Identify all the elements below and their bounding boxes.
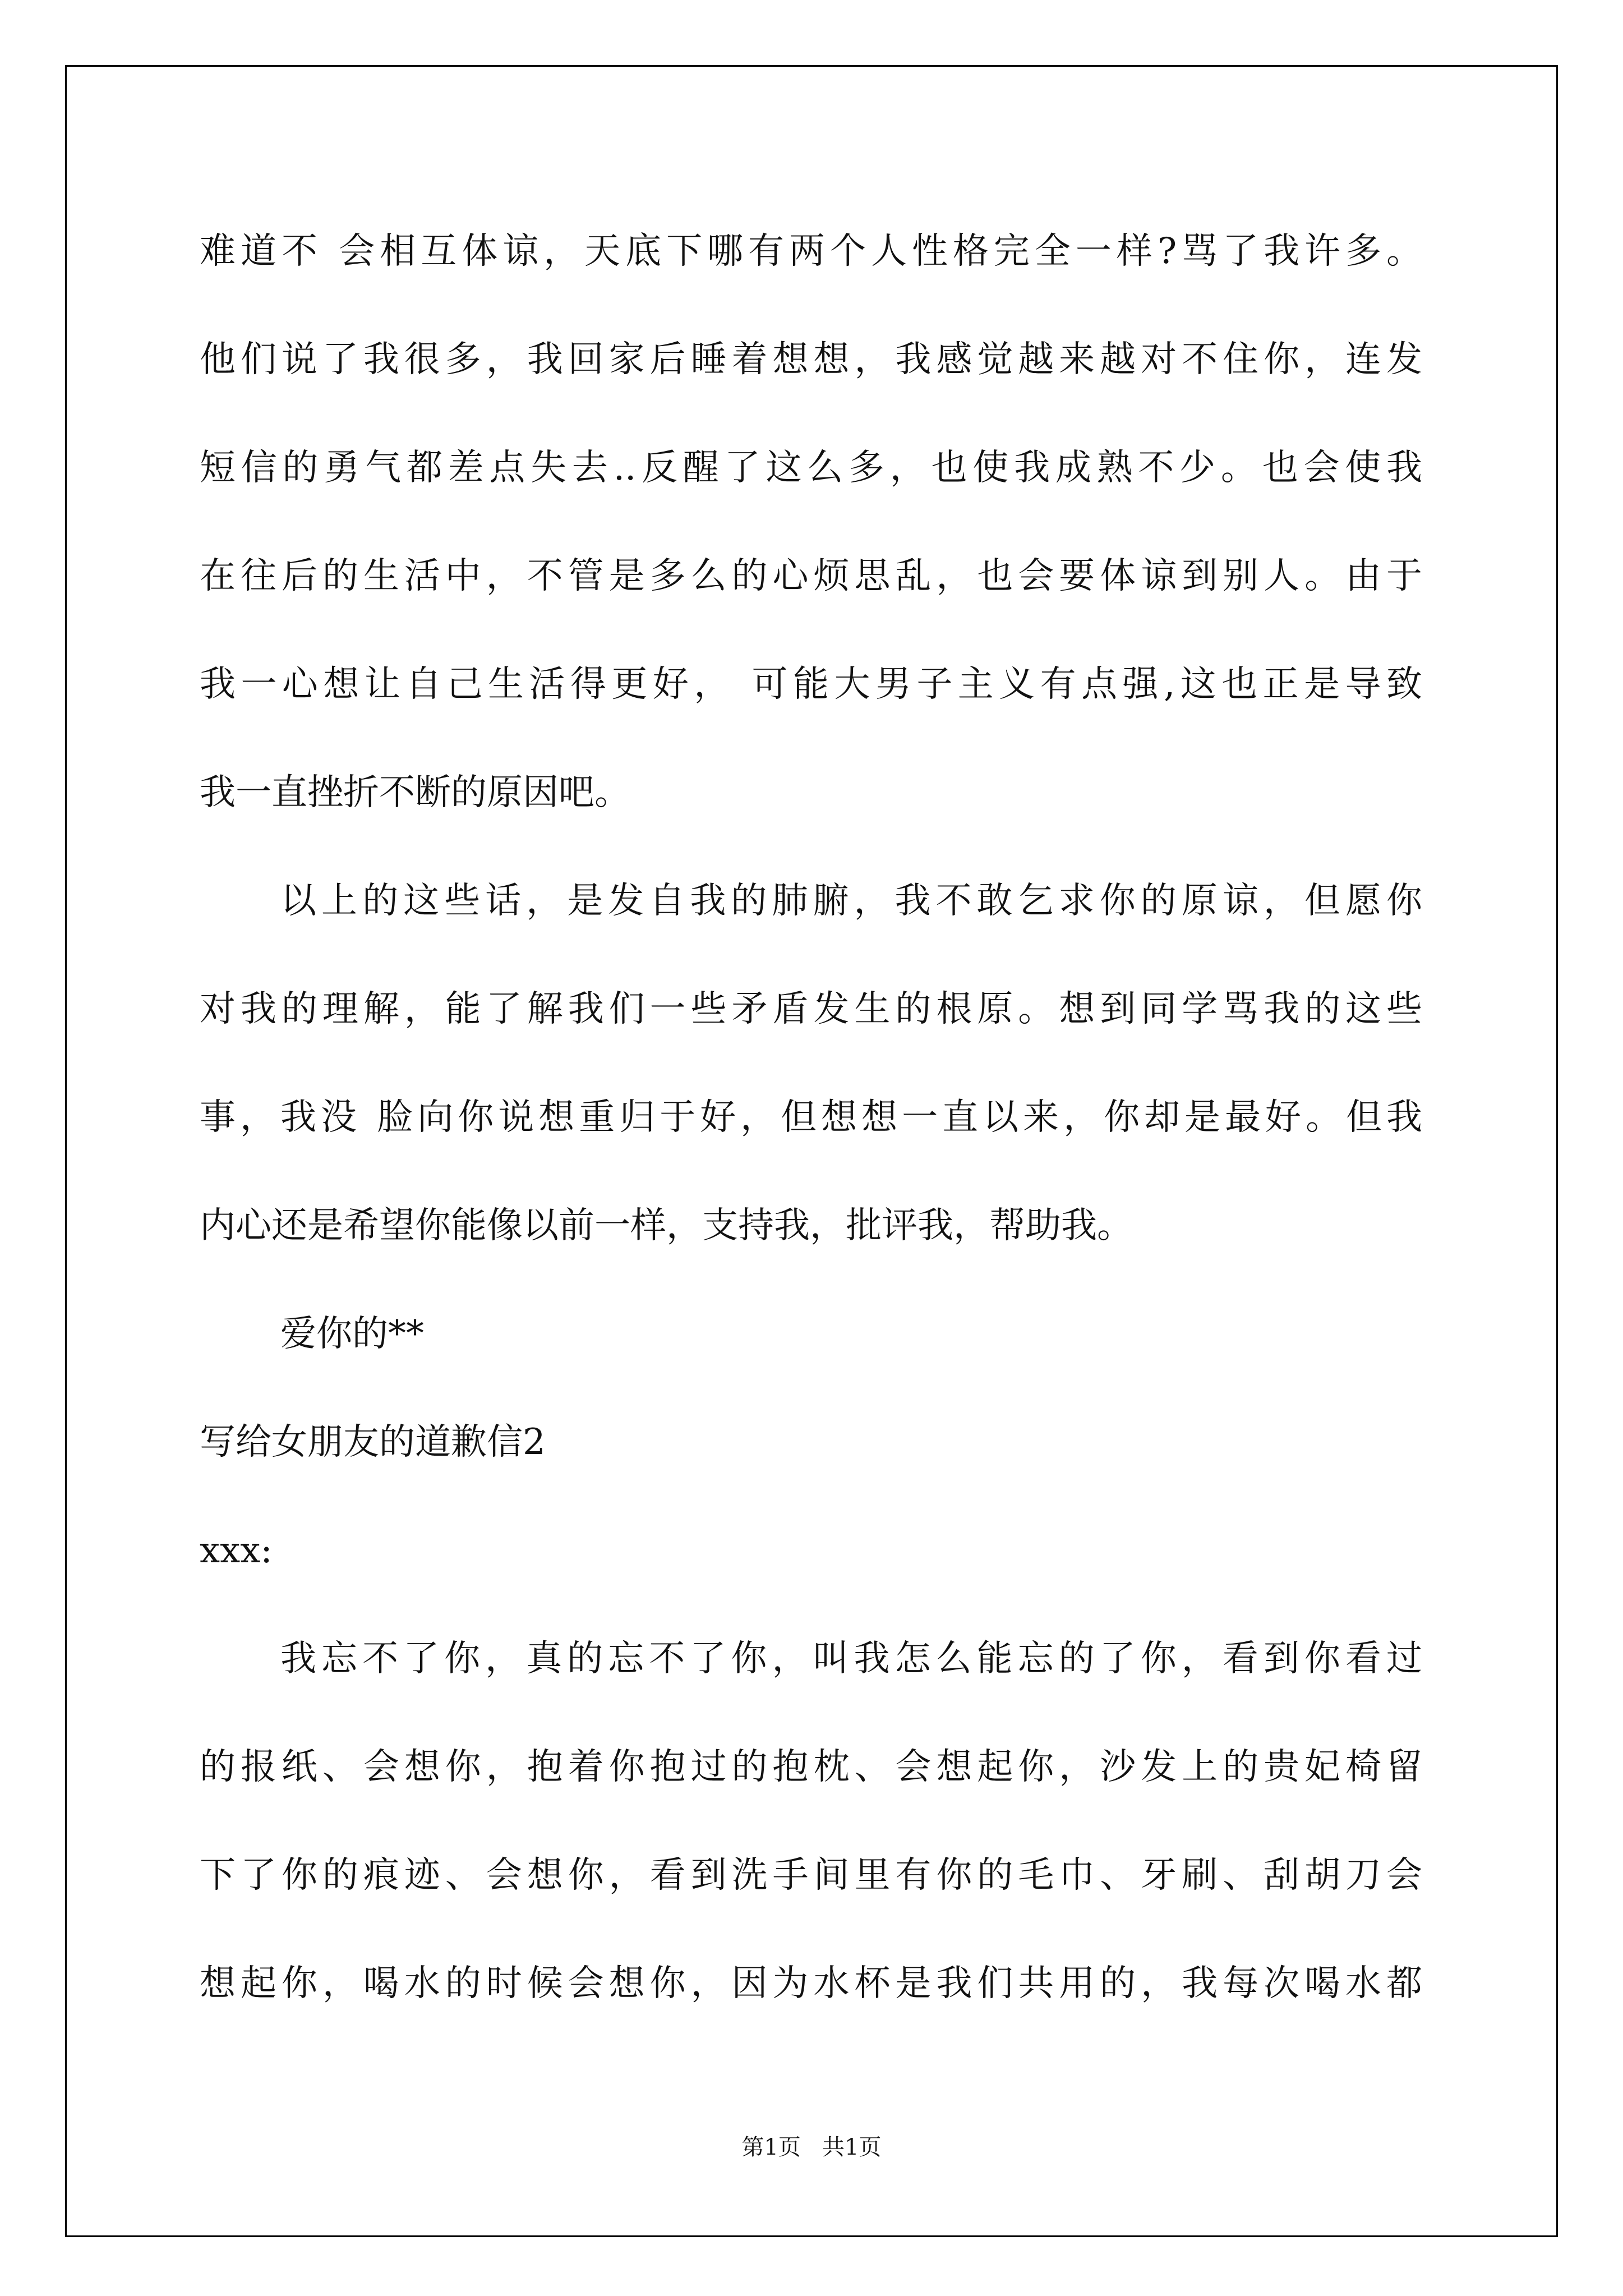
body-line: 事，我没 脸向你说想重归于好，但想想一直以来，你却是最好。但我: [200, 1097, 1422, 1138]
body-line: 我一直挫折不断的原因吧。: [200, 772, 630, 813]
page-border: [65, 65, 1558, 2237]
body-line: 想起你，喝水的时候会想你，因为水杯是我们共用的，我每次喝水都: [200, 1963, 1422, 2004]
body-line: 他们说了我很多，我回家后睡着想想，我感觉越来越对不住你，连发: [200, 339, 1422, 380]
body-line: 在往后的生活中，不管是多么的心烦思乱，也会要体谅到别人。由于: [200, 555, 1422, 597]
page-number-footer: 第1页 共1页: [741, 2134, 882, 2160]
salutation: xxx:: [200, 1530, 273, 1571]
body-line: 短信的勇气都差点失去..反醒了这么多，也使我成熟不少。也会使我: [200, 447, 1422, 489]
body-line: 我忘不了你，真的忘不了你，叫我怎么能忘的了你，看到你看过: [280, 1638, 1422, 1680]
body-line: 我一心想让自己生活得更好， 可能大男子主义有点强,这也正是导致: [200, 664, 1422, 705]
signature-line: 爱你的**: [280, 1313, 424, 1355]
body-line: 对我的理解，能了解我们一些矛盾发生的根原。想到同学骂我的这些: [200, 988, 1422, 1030]
body-line: 下了你的痕迹、会想你，看到洗手间里有你的毛巾、牙刷、刮胡刀会: [200, 1855, 1422, 1896]
body-line: 难道不 会相互体谅，天底下哪有两个人性格完全一样?骂了我许多。: [200, 231, 1422, 272]
body-line: 内心还是希望你能像以前一样，支持我，批评我，帮助我。: [200, 1205, 1133, 1246]
body-line: 以上的这些话，是发自我的肺腑，我不敢乞求你的原谅，但愿你: [280, 880, 1422, 922]
body-line: 的报纸、会想你，抱着你抱过的抱枕、会想起你，沙发上的贵妃椅留: [200, 1746, 1422, 1788]
section-heading: 写给女朋友的道歉信2: [200, 1421, 546, 1463]
